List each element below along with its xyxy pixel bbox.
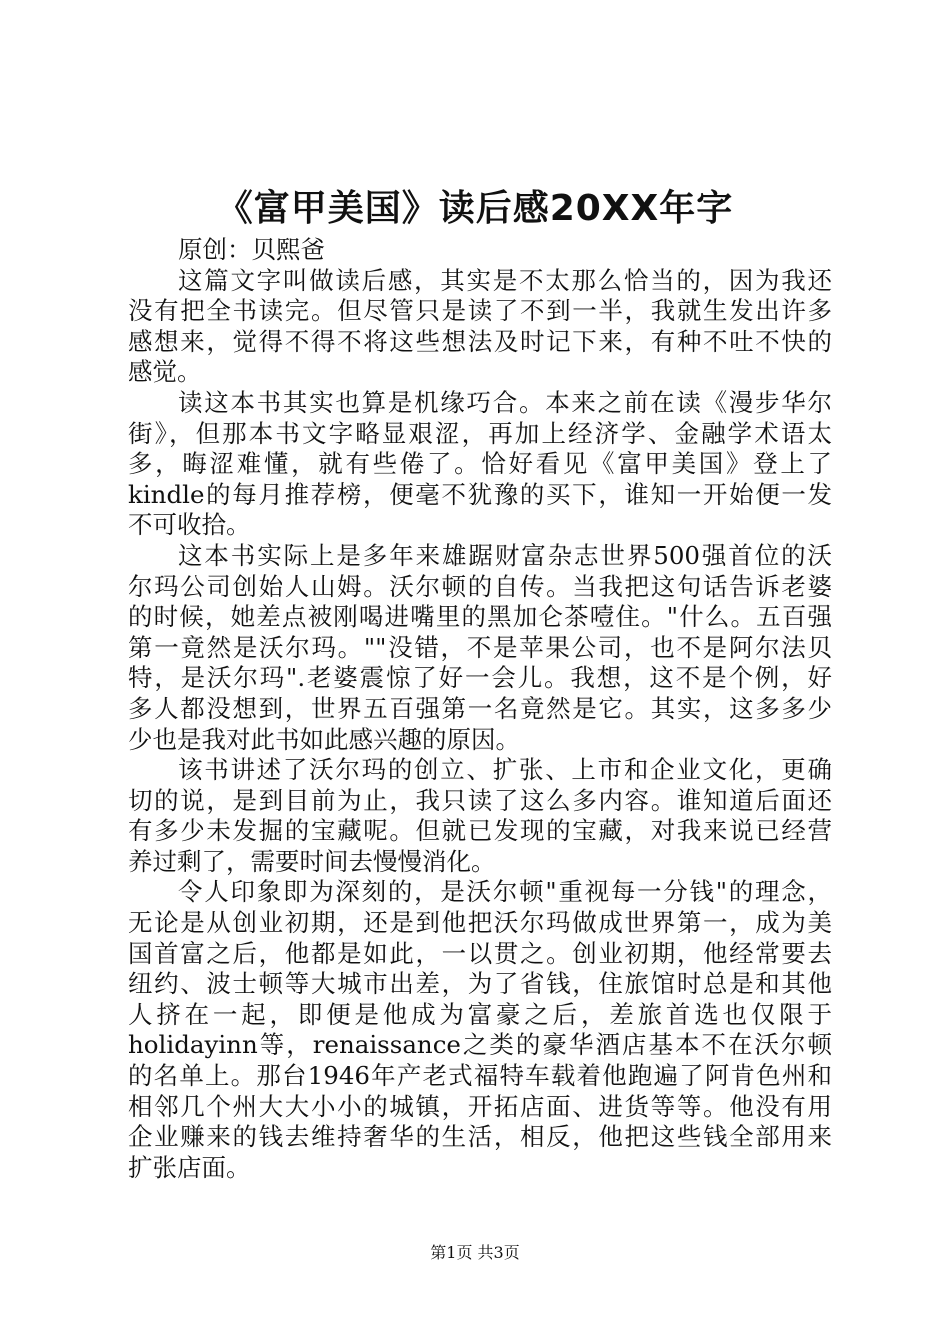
text-line: 有多少未发掘的宝藏呢。但就已发现的宝藏，对我来说已经营 [128,816,832,846]
text-line: 令人印象即为深刻的，是沃尔顿"重视每一分钱"的理念， [178,877,832,907]
text-line: 没有把全书读完。但尽管只是读了不到一半，我就生发出许多 [128,296,832,326]
text-line: kindle的每月推荐榜，便毫不犹豫的买下，谁知一开始便一发 [128,479,832,509]
text-line: 切的说，是到目前为止，我只读了这么多内容。谁知道后面还 [128,785,832,815]
document-body [128,235,832,1183]
text-line: holidayinn等，renaissance之类的豪华酒店基本不在沃尔顿 [128,1030,832,1060]
page-footer: 第1页 共3页 [430,1243,520,1262]
text-line: 第一竟然是沃尔玛。""没错，不是苹果公司，也不是阿尔法贝 [128,632,832,662]
text-line: 相邻几个州大大小小的城镇，开拓店面、进货等等。他没有用 [128,1091,832,1121]
text-line: 原创：贝熙爸 [178,235,325,264]
text-line: 养过剩了，需要时间去慢慢消化。 [128,846,496,876]
text-line: 企业赚来的钱去维持奢华的生活，相反，他把这些钱全部用来 [128,1122,832,1152]
text-line: 不可收拾。 [128,510,251,540]
paragraph [128,877,832,1183]
text-line: 尔玛公司创始人山姆。沃尔顿的自传。当我把这句话告诉老婆 [128,571,832,601]
text-line: 无论是从创业初期，还是到他把沃尔玛做成世界第一，成为美 [128,908,832,938]
text-line: 该书讲述了沃尔玛的创立、扩张、上市和企业文化，更确 [178,755,832,785]
text-line: 少也是我对此书如此感兴趣的原因。 [128,724,520,754]
author-line [128,235,832,266]
text-line: 的时候，她差点被刚喝进嘴里的黑加仑茶噎住。"什么。五百强 [128,602,832,632]
text-line: 感觉。 [128,357,202,387]
text-line: 街》，但那本书文字略显艰涩，再加上经济学、金融学术语太 [128,418,832,448]
text-line: 多，晦涩难懂，就有些倦了。恰好看见《富甲美国》登上了 [128,449,832,479]
text-line: 纽约、波士顿等大城市出差，为了省钱，住旅馆时总是和其他 [128,969,832,999]
text-line: 这本书实际上是多年来雄踞财富杂志世界500强首位的沃 [178,540,832,570]
text-line: 读这本书其实也算是机缘巧合。本来之前在读《漫步华尔 [178,387,832,417]
paragraph [128,266,832,388]
text-line: 国首富之后，他都是如此，一以贯之。创业初期，他经常要去 [128,938,832,968]
paragraph [128,755,832,877]
text-line: 多人都没想到，世界五百强第一名竟然是它。其实，这多多少 [128,693,832,723]
paragraph [128,388,832,541]
text-line: 人挤在一起，即便是他成为富豪之后，差旅首选也仅限于 [128,999,832,1029]
document-title: 《富甲美国》读后感20XX年字 [216,188,734,229]
text-line: 感想来，觉得不得不将这些想法及时记下来，有种不吐不快的 [128,326,832,356]
paragraph [128,541,832,755]
text-line: 特，是沃尔玛".老婆震惊了好一会儿。我想，这不是个例，好 [128,663,832,693]
text-line: 的名单上。那台1946年产老式福特车载着他跑遍了阿肯色州和 [128,1061,832,1091]
text-line: 这篇文字叫做读后感，其实是不太那么恰当的，因为我还 [178,265,832,295]
text-line: 扩张店面。 [128,1152,251,1182]
